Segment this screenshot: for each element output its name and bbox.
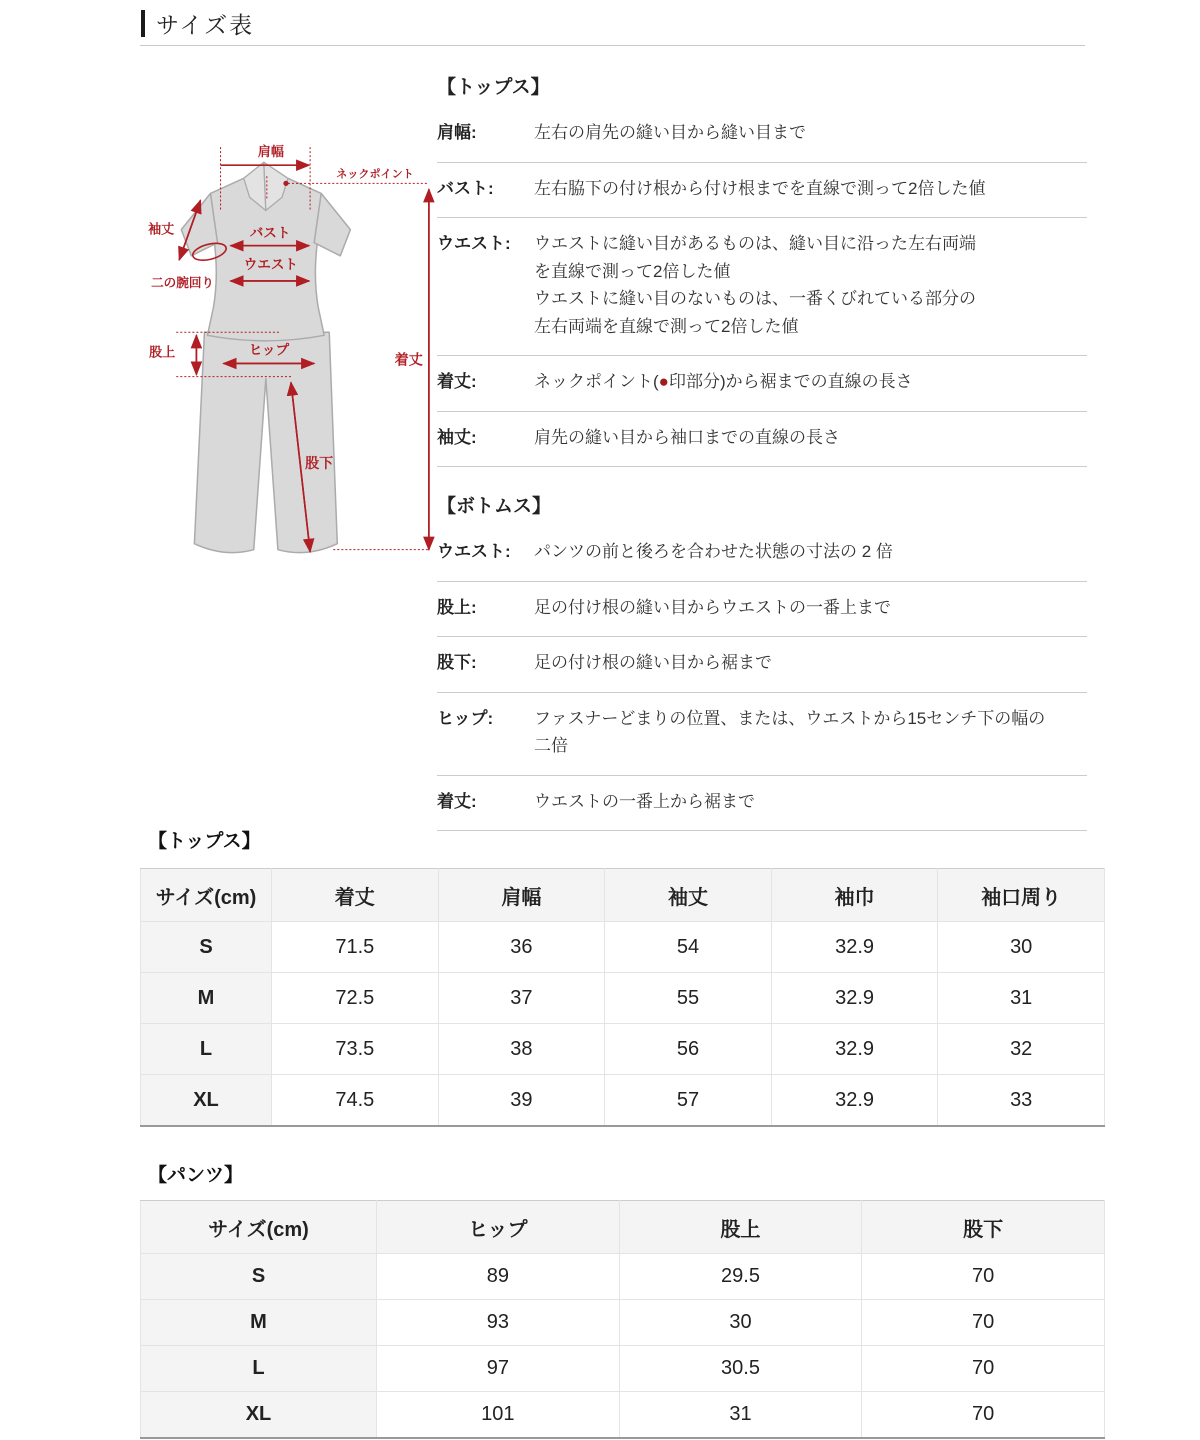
bust-label: バスト <box>249 225 291 241</box>
table-header-cell: 股上 <box>619 1201 862 1254</box>
pants-shape <box>194 332 337 552</box>
value-cell: 74.5 <box>272 1075 439 1127</box>
definition-line: 二倍 <box>534 736 568 756</box>
waist-label: ウエスト <box>243 256 299 272</box>
table-row <box>141 1346 1105 1392</box>
table-row <box>141 1075 1105 1127</box>
rise-label: 股上 <box>149 344 176 360</box>
table-row <box>141 1392 1105 1439</box>
value-cell: 70 <box>862 1300 1105 1346</box>
definition-row <box>437 776 1087 832</box>
size-cell: M <box>141 1300 377 1346</box>
definition-line: 左右脇下の付け根から付け根までを直線で測って2倍した値 <box>534 178 986 198</box>
definition-row <box>437 526 1087 582</box>
right-sleeve-shape <box>314 193 350 255</box>
definition-desc <box>534 705 1087 760</box>
value-cell: 93 <box>377 1300 620 1346</box>
value-cell: 32.9 <box>771 922 938 973</box>
upper-arm-label: 二の腕回り <box>151 276 214 290</box>
value-cell: 32.9 <box>771 1075 938 1127</box>
table-header-cell: 肩幅 <box>438 869 605 922</box>
table-row <box>141 1254 1105 1300</box>
definition-row <box>437 356 1087 412</box>
definition-line: 左右両端を直線で測って2倍した値 <box>534 316 799 336</box>
bottoms-definition-list <box>437 526 1087 831</box>
shoulder-width-label: 肩幅 <box>257 144 284 160</box>
definition-line: ウエストに縫い目のないものは、一番くびれている部分の <box>534 289 976 309</box>
table-header-row <box>141 1201 1105 1254</box>
definition-line: 足の付け根の縫い目からウエストの一番上まで <box>534 597 891 617</box>
tops-definitions-heading: 【トップス】 <box>437 77 550 98</box>
definition-term: 股上: <box>437 597 477 617</box>
value-cell: 32.9 <box>771 1024 938 1075</box>
definition-desc <box>534 230 1087 340</box>
value-cell: 70 <box>862 1254 1105 1300</box>
value-cell: 32 <box>938 1024 1105 1075</box>
table-head <box>141 1201 1105 1254</box>
definition-text: ネックポイント( <box>534 372 659 392</box>
tops-size-table <box>140 868 1105 1127</box>
neck-point-dot: ● <box>658 372 669 392</box>
table-header-row <box>141 869 1105 922</box>
definition-term: 着丈: <box>437 372 477 392</box>
sleeve-length-label: 袖丈 <box>148 221 175 237</box>
value-cell: 71.5 <box>272 922 439 973</box>
title-accent-bar <box>141 10 145 37</box>
table-header-cell: ヒップ <box>377 1201 620 1254</box>
size-cell: XL <box>141 1075 272 1127</box>
value-cell: 55 <box>605 973 772 1024</box>
value-cell: 70 <box>862 1392 1105 1439</box>
definition-desc <box>534 424 1087 452</box>
definition-line: 足の付け根の縫い目から裾まで <box>534 653 772 673</box>
definition-desc <box>534 175 1087 203</box>
table-header-cell: 袖丈 <box>605 869 772 922</box>
value-cell: 32.9 <box>771 973 938 1024</box>
definition-line: ウエストの一番上から裾まで <box>534 791 755 811</box>
definition-desc <box>534 594 1087 622</box>
definition-row <box>437 582 1087 638</box>
value-cell: 31 <box>938 973 1105 1024</box>
tops-definition-list <box>437 107 1087 467</box>
measurement-diagram <box>146 131 438 599</box>
value-cell: 30 <box>938 922 1105 973</box>
size-cell: L <box>141 1024 272 1075</box>
table-header-cell: サイズ(cm) <box>141 1201 377 1254</box>
size-cell: XL <box>141 1392 377 1439</box>
table-body <box>141 922 1105 1127</box>
definition-line: ウエストに縫い目があるものは、縫い目に沿った左右両端 <box>534 234 976 254</box>
table-row <box>141 1024 1105 1075</box>
definition-text: 印部分)から裾までの直線の長さ <box>668 372 913 392</box>
definition-desc <box>534 649 1087 677</box>
value-cell: 54 <box>605 922 772 973</box>
length-label: 着丈 <box>394 351 423 368</box>
table-row <box>141 973 1105 1024</box>
definition-line: 左右の肩先の縫い目から縫い目まで <box>534 123 806 142</box>
bottoms-definitions-heading: 【ボトムス】 <box>437 496 552 518</box>
definition-line: ファスナーどまりの位置、または、ウエストから15センチ下の幅の <box>534 708 1046 728</box>
size-cell: S <box>141 1254 377 1300</box>
value-cell: 70 <box>862 1346 1105 1392</box>
definition-row <box>437 412 1087 468</box>
table-body <box>141 1254 1105 1439</box>
definition-line: パンツの前と後ろを合わせた状態の寸法の 2 倍 <box>534 542 893 562</box>
definition-term: バスト: <box>437 178 494 198</box>
value-cell: 89 <box>377 1254 620 1300</box>
value-cell: 101 <box>377 1392 620 1439</box>
table-row <box>141 922 1105 973</box>
tops-table-heading: 【トップス】 <box>148 831 261 852</box>
definition-row <box>437 107 1087 163</box>
definition-term: ヒップ: <box>437 708 494 728</box>
definition-row <box>437 637 1087 693</box>
definition-term: 股下: <box>437 653 477 673</box>
definition-desc <box>534 538 1087 566</box>
size-cell: L <box>141 1346 377 1392</box>
table-header-cell: 着丈 <box>272 869 439 922</box>
neck-point-dot <box>283 181 288 186</box>
pants-size-table <box>140 1200 1105 1439</box>
definition-term: ウエスト: <box>437 542 511 562</box>
size-cell: S <box>141 922 272 973</box>
definition-row <box>437 163 1087 219</box>
value-cell: 72.5 <box>272 973 439 1024</box>
value-cell: 97 <box>377 1346 620 1392</box>
definition-term: 肩幅: <box>437 123 477 142</box>
size-cell: M <box>141 973 272 1024</box>
table-header-cell: サイズ(cm) <box>141 869 272 922</box>
definition-term: ウエスト: <box>437 234 511 254</box>
definition-line: 肩先の縫い目から袖口までの直線の長さ <box>534 427 840 447</box>
hip-label: ヒップ <box>248 342 290 358</box>
definition-desc <box>534 119 1087 147</box>
page-title <box>141 7 254 40</box>
measurement-definitions <box>437 66 1087 831</box>
value-cell: 30 <box>619 1300 862 1346</box>
inseam-label: 股下 <box>305 455 334 472</box>
value-cell: 33 <box>938 1075 1105 1127</box>
value-cell: 73.5 <box>272 1024 439 1075</box>
measurement-diagram-svg <box>146 131 438 599</box>
definition-desc <box>534 788 1087 816</box>
value-cell: 37 <box>438 973 605 1024</box>
value-cell: 30.5 <box>619 1346 862 1392</box>
table-header-cell: 袖巾 <box>771 869 938 922</box>
table-head <box>141 869 1105 922</box>
definition-term: 袖丈: <box>437 427 477 447</box>
value-cell: 57 <box>605 1075 772 1127</box>
value-cell: 29.5 <box>619 1254 862 1300</box>
definition-desc <box>534 368 1087 396</box>
definition-term: 着丈: <box>437 791 477 811</box>
title-divider <box>140 45 1085 46</box>
table-header-cell: 股下 <box>862 1201 1105 1254</box>
table-header-cell: 袖口周り <box>938 869 1105 922</box>
definition-row <box>437 218 1087 356</box>
pants-table-heading: 【パンツ】 <box>148 1165 244 1186</box>
value-cell: 39 <box>438 1075 605 1127</box>
definition-row <box>437 693 1087 776</box>
definition-line: を直線で測って2倍した値 <box>534 261 731 281</box>
table-row <box>141 1300 1105 1346</box>
value-cell: 36 <box>438 922 605 973</box>
value-cell: 31 <box>619 1392 862 1439</box>
page-title-text: サイズ表 <box>156 12 255 38</box>
value-cell: 38 <box>438 1024 605 1075</box>
neck-point-label: ネックポイント <box>336 168 414 181</box>
value-cell: 56 <box>605 1024 772 1075</box>
